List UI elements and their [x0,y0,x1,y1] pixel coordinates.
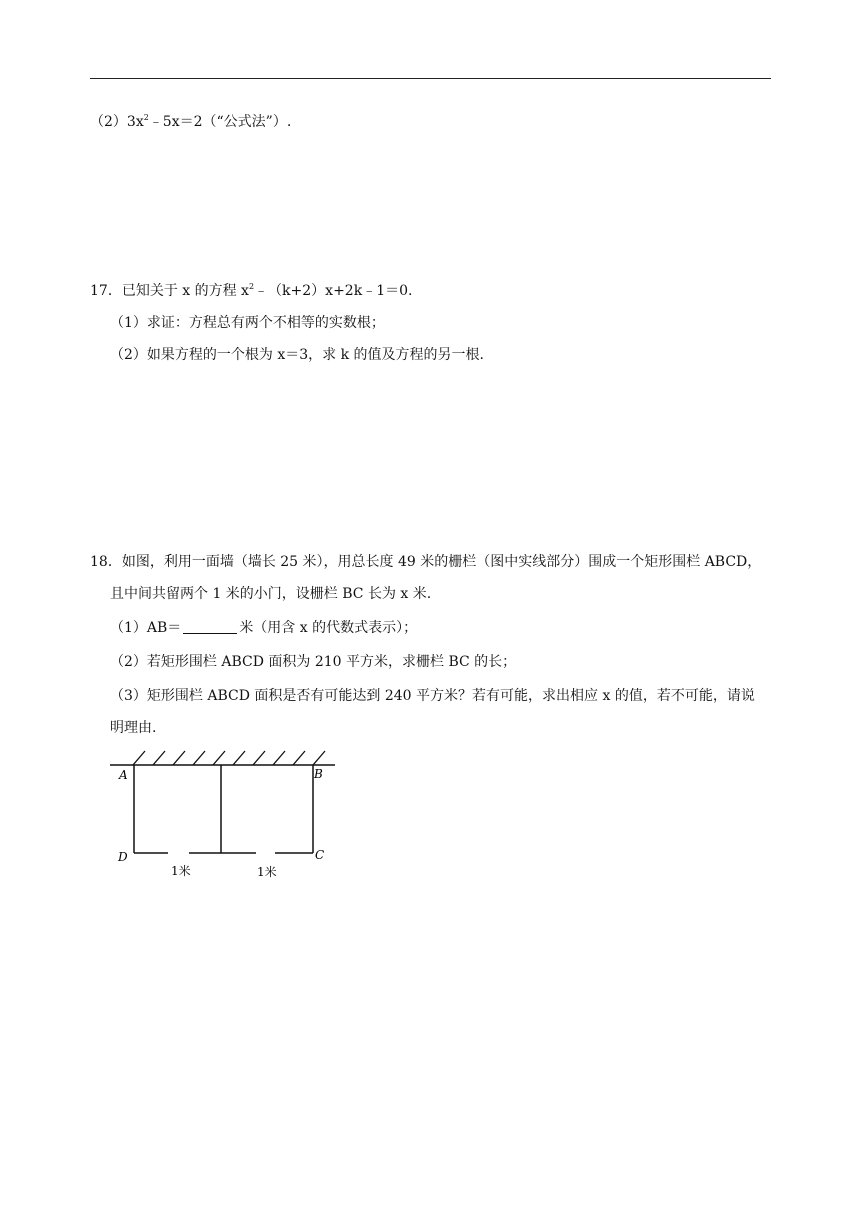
q16-part2 [90,113,291,131]
header-rule [90,78,771,79]
door-label-1: 1米 [171,864,191,878]
fence-figure [105,745,345,885]
door-label-2: 1米 [257,865,277,879]
q17-stem-exponent: 2 [248,282,255,291]
q18-part1-prefix: （1）AB＝ [110,620,182,636]
label-b: B [314,767,323,781]
q17-stem [90,282,412,300]
q17-stem-suffix: ﹣（k+2）x+2k﹣1＝0. [254,283,413,299]
label-a: A [119,768,128,782]
q18-part1 [110,619,417,637]
q18-part3-line1: （3）矩形围栏 ABCD 面积是否有可能达到 240 平方米？若有可能，求出相应 x 的值，若不可能，请说 [110,688,755,704]
q18-stem-line1: 18．如图，利用一面墙（墙长 25 米），用总长度 49 米的栅栏（图中实线部分）围成一个矩形围栏 ABCD， [90,554,762,570]
answer-blank [183,619,237,634]
q16-part2-prefix: （2）3x [90,114,144,130]
q18-part1-suffix: 米（用含 x 的代数式表示）； [239,620,418,636]
q18-stem-line2: 且中间共留两个 1 米的小门，设栅栏 BC 长为 x 米. [110,586,432,602]
q18-part2: （2）若矩形围栏 ABCD 面积为 210 平方米，求栅栏 BC 的长； [110,654,517,670]
q17-stem-prefix: 17．已知关于 x 的方程 x [90,283,249,299]
q17-part1: （1）求证：方程总有两个不相等的实数根； [110,315,385,331]
q16-part2-suffix: ﹣5x＝2（“公式法”）. [148,114,292,130]
wall-hatching [133,751,325,765]
q17-part2: （2）如果方程的一个根为 x＝3，求 k 的值及方程的另一根. [110,347,484,363]
label-c: C [315,848,325,862]
label-d: D [118,850,128,864]
q16-part2-exponent: 2 [143,113,149,122]
q18-part3-line2: 明理由. [110,720,157,736]
